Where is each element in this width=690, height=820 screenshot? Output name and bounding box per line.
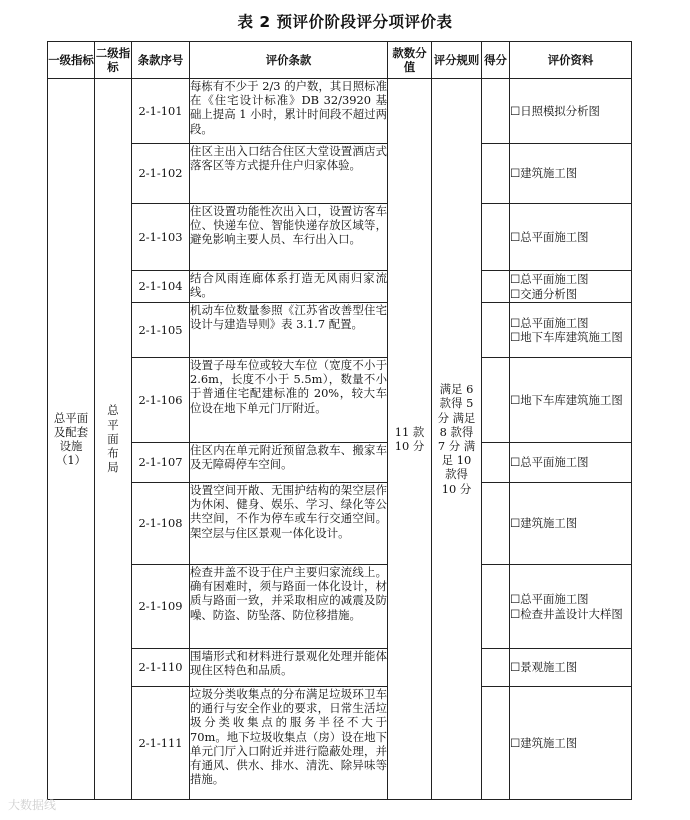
clause-text: 住区设置功能性次出入口，设置访客车位、快递车位、智能快递存放区域等，避免影响主要人员、车行出入口。 — [190, 204, 388, 271]
count-value-cell: 11 款 10 分 — [388, 79, 432, 800]
table-row — [48, 79, 632, 144]
header-level1: 一级指标 — [48, 42, 95, 79]
score-cell[interactable] — [482, 443, 510, 483]
clause-code: 2-1-108 — [132, 483, 190, 565]
clause-text: 结合风雨连廊体系打造无风雨归家流线。 — [190, 271, 388, 303]
material-checkbox-item[interactable]: ☐总平面施工图 — [510, 229, 589, 244]
level2-cell: 总平面布局 — [95, 79, 132, 800]
material-checkbox-item[interactable]: ☐建筑施工图 — [510, 516, 578, 531]
header-count: 款数分值 — [388, 42, 432, 79]
table-row — [48, 204, 632, 271]
clause-text: 住区内在单元附近预留急救车、搬家车及无障碍停车空间。 — [190, 443, 388, 483]
clause-text: 机动车位数量参照《江苏省改善型住宅设计与建造导则》表 3.1.7 配置。 — [190, 303, 388, 358]
clause-code: 2-1-107 — [132, 443, 190, 483]
table-row — [48, 443, 632, 483]
clause-code: 2-1-103 — [132, 204, 190, 271]
score-cell[interactable] — [482, 204, 510, 271]
score-cell[interactable] — [482, 144, 510, 204]
materials-cell — [510, 303, 632, 358]
score-cell[interactable] — [482, 649, 510, 687]
material-checkbox-item[interactable]: ☐交通分析图 — [510, 286, 578, 301]
material-checkbox-item[interactable]: ☐建筑施工图 — [510, 735, 578, 750]
score-cell[interactable] — [482, 483, 510, 565]
header-level2: 二级指标 — [95, 42, 132, 79]
materials-cell — [510, 649, 632, 687]
materials-cell — [510, 271, 632, 303]
header-materials: 评价资料 — [510, 42, 632, 79]
materials-cell — [510, 483, 632, 565]
material-checkbox-item[interactable]: ☐地下车库建筑施工图 — [510, 330, 623, 344]
materials-cell — [510, 687, 632, 800]
clause-code: 2-1-105 — [132, 303, 190, 358]
table-row — [48, 303, 632, 358]
score-cell[interactable] — [482, 79, 510, 144]
material-checkbox-item[interactable]: ☐建筑施工图 — [510, 166, 578, 181]
materials-cell — [510, 443, 632, 483]
score-cell[interactable] — [482, 687, 510, 800]
clause-code: 2-1-109 — [132, 565, 190, 649]
table-row — [48, 649, 632, 687]
material-checkbox-item[interactable]: ☐总平面施工图 — [510, 592, 589, 607]
materials-cell — [510, 358, 632, 443]
material-checkbox-item[interactable]: ☐日照模拟分析图 — [510, 103, 600, 118]
level1-cell: 总平面及配套设施（1） — [48, 79, 95, 800]
table-body — [48, 79, 632, 800]
materials-cell — [510, 144, 632, 204]
clause-code: 2-1-110 — [132, 649, 190, 687]
clause-code: 2-1-104 — [132, 271, 190, 303]
table-row — [48, 565, 632, 649]
score-cell[interactable] — [482, 565, 510, 649]
score-cell[interactable] — [482, 271, 510, 303]
clause-text: 每栋有不少于 2/3 的户数，其日照标准在《住宅设计标准》DB 32/3920 基础上提高 1 小时，累计时间段不超过两段。 — [190, 79, 388, 144]
clause-text: 设置空间开敞、无围护结构的架空层作为休闲、健身、娱乐、学习、绿化等公共空间，不作为停车或车行交通空间。架空层与住区景观一体化设计。 — [190, 483, 388, 565]
scoring-rule-cell: 满足 6 款得 5 分 满足 8 款得 7 分 满足 10 款得 10 分 — [432, 79, 482, 800]
table-row — [48, 483, 632, 565]
materials-cell — [510, 204, 632, 271]
clause-text: 围墙形式和材料进行景观化处理并能体现住区特色和品质。 — [190, 649, 388, 687]
clause-code: 2-1-102 — [132, 144, 190, 204]
clause-text: 垃圾分类收集点的分布满足垃圾环卫车的通行与安全作业的要求，日常生活垃圾分类收集点的服务半径不大于 70m。地下垃圾收集点（房）设在地下单元门厅入口附近并进行隐蔽处理，并有通风、供水、排水、清洗、除异味等措施。 — [190, 687, 388, 800]
watermark: 大数据线 — [8, 798, 57, 812]
material-checkbox-item[interactable]: ☐检查井盖设计大样图 — [510, 606, 623, 621]
score-cell[interactable] — [482, 358, 510, 443]
material-checkbox-item[interactable]: ☐总平面施工图 — [510, 315, 589, 330]
header-clause: 评价条款 — [190, 42, 388, 79]
score-cell[interactable] — [482, 303, 510, 358]
clause-text: 设置子母车位或较大车位（宽度不小于 2.6m，长度不小于 5.5m），数量不小于普通住宅配建标准的 20%，较大车位设在地下单元门厅附近。 — [190, 358, 388, 443]
material-checkbox-item[interactable]: ☐地下车库建筑施工图 — [510, 392, 623, 407]
table-row — [48, 687, 632, 800]
clause-code: 2-1-101 — [132, 79, 190, 144]
material-checkbox-item[interactable]: ☐景观施工图 — [510, 660, 578, 675]
table-row — [48, 144, 632, 204]
header-score: 得分 — [482, 42, 510, 79]
material-checkbox-item[interactable]: ☐总平面施工图 — [510, 455, 589, 470]
materials-cell — [510, 79, 632, 144]
material-checkbox-item[interactable]: ☐总平面施工图 — [510, 272, 589, 287]
header-rule: 评分规则 — [432, 42, 482, 79]
clause-text: 住区主出入口结合住区大堂设置酒店式落客区等方式提升住户归家体验。 — [190, 144, 388, 204]
clause-code: 2-1-111 — [132, 687, 190, 800]
evaluation-table — [47, 41, 632, 800]
table-row — [48, 358, 632, 443]
table-row — [48, 271, 632, 303]
clause-text: 检查井盖不设于住户主要归家流线上。确有困难时，须与路面一体化设计，材质与路面一致，并采取相应的减震及防噪、防盗、防坠落、防位移措施。 — [190, 565, 388, 649]
materials-cell — [510, 565, 632, 649]
table-title: 表 2 预评价阶段评分项评价表 — [237, 13, 453, 31]
header-code: 条款序号 — [132, 42, 190, 79]
clause-code: 2-1-106 — [132, 358, 190, 443]
